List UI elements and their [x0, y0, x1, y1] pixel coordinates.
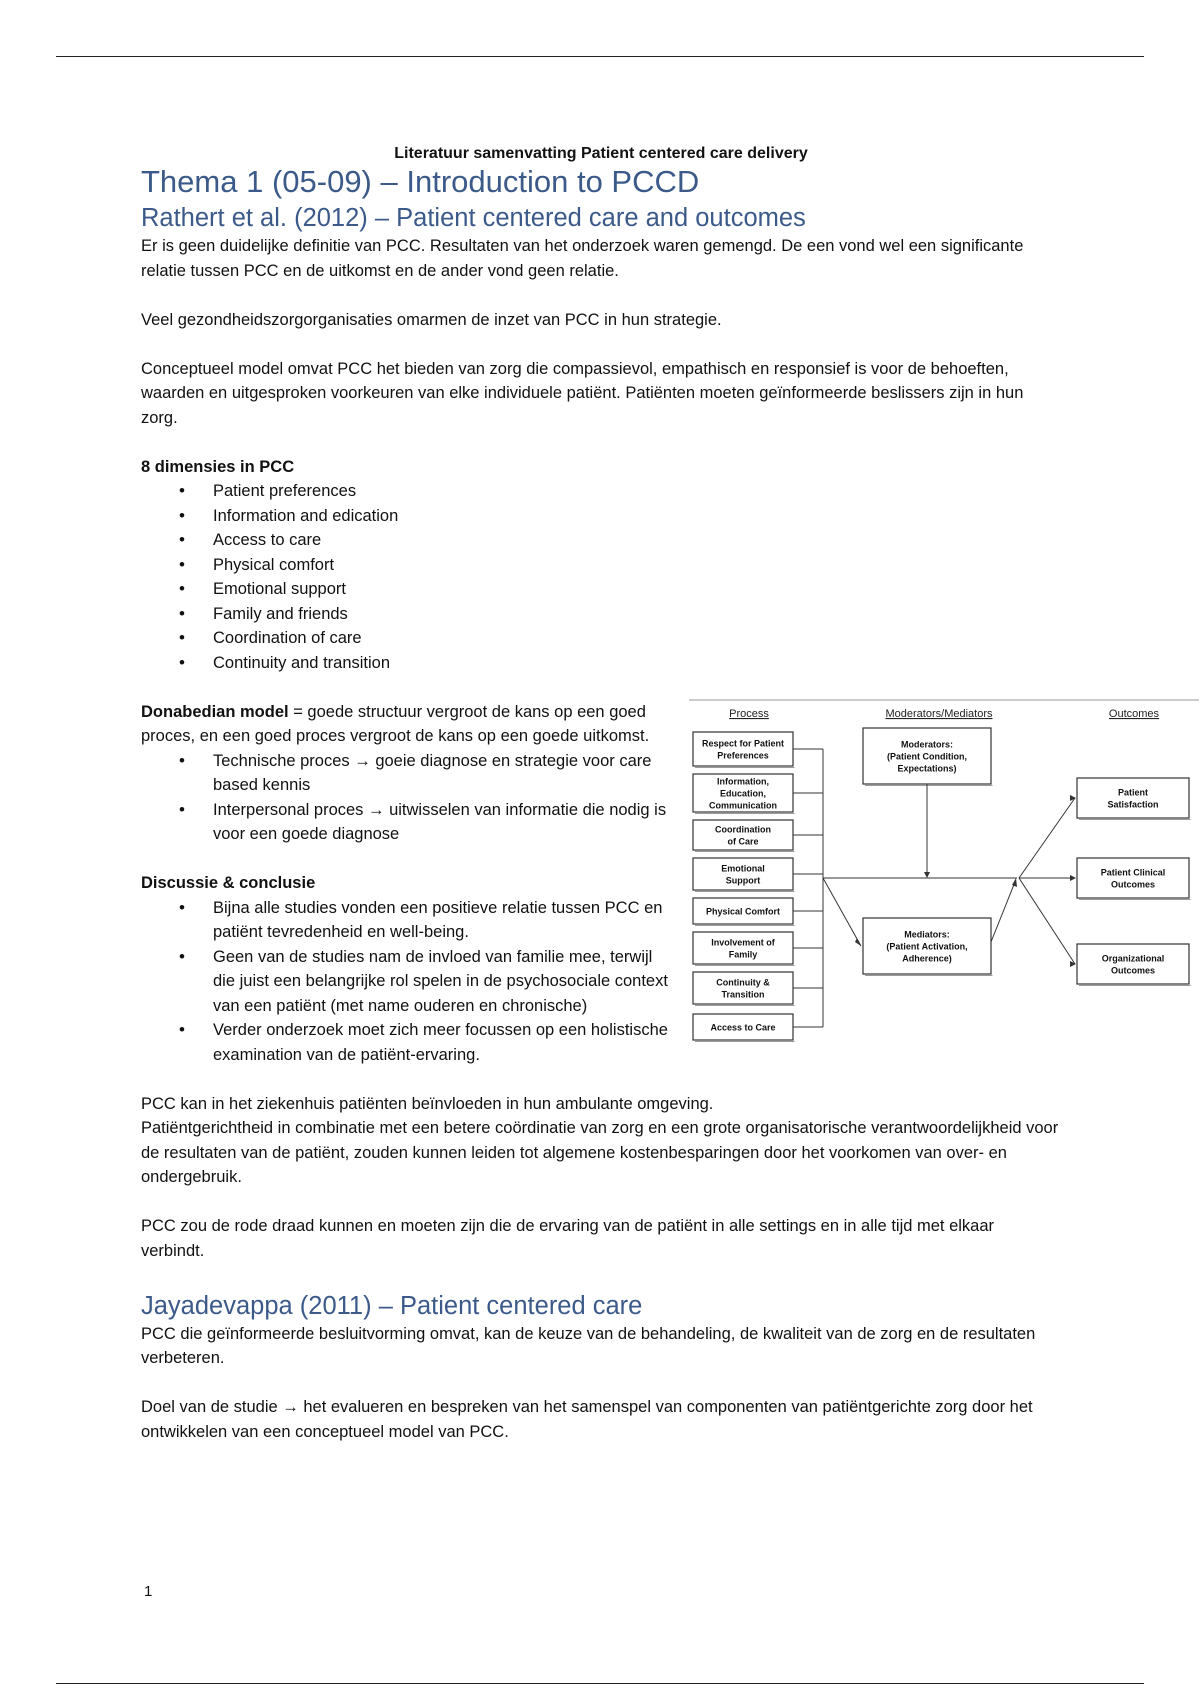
- paragraph: Doel van de studie → het evalueren en bespreken van het samenspel van componenten van patiëntgerichte zorg door het ontwikkelen van een conceptueel model van PCC.: [141, 1398, 1033, 1441]
- diagram-box-label: Organizational: [1101, 953, 1165, 963]
- list-item: • Interpersonal proces → uitwisselen van informatie die nodig is voor een goede diagnose: [213, 798, 671, 847]
- diagram-box-label: Expectations): [897, 763, 957, 773]
- diagram-box-label: Moderators:: [900, 739, 954, 749]
- diagram-col-outcomes: Outcomes: [1108, 707, 1160, 720]
- dimensions-list: [141, 479, 1061, 675]
- outcome-arrow: [1019, 878, 1075, 964]
- diagram-box-label: Respect for Patient: [701, 738, 785, 748]
- mediator-in-line: [823, 878, 861, 946]
- diagram-box-label: Information,: [717, 776, 769, 786]
- paragraph: Er is geen duidelijke definitie van PCC. Resultaten van het onderzoek waren gemengd. De een vond wel een significante relatie tussen PCC en de uitkomst en de ander vond geen relatie.: [141, 237, 1024, 280]
- arrowhead: [1070, 875, 1076, 881]
- diagram-box-label: Patient Clinical: [1100, 867, 1166, 877]
- outcome-box: [1077, 778, 1189, 818]
- paragraph: PCC die geïnformeerde besluitvorming omvat, kan de keuze van de behandeling, de kwaliteit van de zorg en de resultaten verbeteren.: [141, 1324, 1036, 1367]
- diagram-box-label: Continuity &: [716, 977, 770, 987]
- arrowhead: [924, 872, 930, 878]
- diagram-box-label: Adherence): [902, 953, 952, 963]
- list-item: • Physical comfort: [213, 553, 1061, 578]
- diagram-box-label: Emotional: [721, 863, 765, 873]
- list-item: • Patient preferences: [213, 479, 1061, 504]
- diagram-box-label: Involvement of: [711, 937, 775, 947]
- arrowhead: [1012, 878, 1017, 887]
- outcome-box: [1077, 858, 1189, 898]
- paragraph: Patiëntgerichtheid in combinatie met een betere coördinatie van zorg en een grote organisatorische verantwoordelijkheid voor de resultaten van de patiënt, zouden kunnen leiden tot algemene kostenbesparingen door het voorkomen van over- en ondergebruik.: [141, 1119, 1059, 1186]
- diagram-box-label: of Care: [727, 836, 759, 846]
- list-item: • Emotional support: [213, 577, 1061, 602]
- diagram-box-label: Outcomes: [1110, 879, 1156, 889]
- list-item: • Bijna alle studies vonden een positieve relatie tussen PCC en patiënt tevredenheid en well-being.: [213, 896, 671, 945]
- donabedian-term: Donabedian model: [141, 702, 289, 721]
- diagram-box-label: Access to Care: [710, 1022, 776, 1032]
- diagram-box-label: Preferences: [717, 750, 769, 760]
- footer-rule: [56, 1683, 1144, 1684]
- diagram-box-label: Satisfaction: [1107, 799, 1159, 809]
- heading-jayadevappa: Jayadevappa (2011) – Patient centered care: [141, 1291, 643, 1320]
- heading-rathert: Rathert et al. (2012) – Patient centered care and outcomes: [141, 204, 806, 232]
- diagram-col-process: Process: [729, 707, 769, 720]
- outcome-arrow: [1019, 798, 1075, 878]
- diagram-box-label: Mediators:: [904, 929, 950, 939]
- diagram-box-label: Education,: [719, 788, 767, 798]
- donabedian-list: [141, 749, 671, 847]
- donabedian-paragraph: [141, 700, 671, 749]
- paragraph: PCC kan in het ziekenhuis patiënten beïnvloeden in hun ambulante omgeving.: [141, 1094, 714, 1113]
- dimensions-title: 8 dimensies in PCC: [141, 457, 295, 476]
- list-item: • Access to care: [213, 528, 1061, 553]
- list-item: • Information and edication: [213, 504, 1061, 529]
- page-number: 1: [144, 1583, 153, 1600]
- paragraph: Veel gezondheidszorgorganisaties omarmen de inzet van PCC in hun strategie.: [141, 310, 722, 329]
- list-item: • Family and friends: [213, 602, 1061, 627]
- process-box: [693, 732, 793, 766]
- diagram-box-label: Support: [725, 875, 761, 885]
- list-item: • Technische proces → goeie diagnose en strategie voor care based kennis: [213, 749, 671, 798]
- arrowhead: [1070, 961, 1076, 967]
- diagram-box-label: Transition: [721, 989, 765, 999]
- diagram-box-label: Family: [728, 949, 758, 959]
- mediator-out-line: [991, 882, 1015, 942]
- discussion-list: [141, 896, 671, 1068]
- diagram-box-label: Communication: [708, 800, 778, 810]
- diagram-box-label: (Patient Activation,: [886, 941, 968, 951]
- donabedian-section: [141, 700, 1166, 1068]
- list-item: • Verder onderzoek moet zich meer focussen op een holistische examination van de patiënt-ervaring.: [213, 1018, 671, 1067]
- header-rule: [56, 56, 1144, 57]
- document-title: Literatuur samenvatting Patient centered care delivery: [394, 145, 808, 162]
- diagram-col-moderators: Moderators/Mediators: [885, 707, 993, 720]
- pcc-conceptual-model-diagram: [689, 692, 1199, 1092]
- diagram-box-label: Outcomes: [1110, 965, 1156, 975]
- donabedian-definition: = goede structuur vergroot de kans op een goed proces, en een goed proces vergroot de kans op een goede uitkomst.: [141, 702, 650, 745]
- outcome-box: [1077, 944, 1189, 984]
- paragraph: Conceptueel model omvat PCC het bieden van zorg die compassievol, empathisch en responsief is voor de behoeften, waarden en uitgesproken voorkeuren van elke individuele patiënt. Patiënten moeten geïnformeerde beslissers zijn in hun zorg.: [141, 359, 1024, 427]
- heading-thema-1: Thema 1 (05-09) – Introduction to PCCD: [141, 164, 700, 199]
- document-page: [141, 140, 1166, 1444]
- arrowhead: [855, 938, 861, 946]
- diagram-box-label: Coordination: [715, 824, 771, 834]
- diagram-box-label: Physical Comfort: [705, 906, 781, 916]
- diagram-box-label: (Patient Condition,: [887, 751, 967, 761]
- list-item: • Geen van de studies nam de invloed van familie mee, terwijl die juist een belangrijke rol spelen in de psychosociale context van een patiënt (met name ouderen en chronische): [213, 945, 671, 1019]
- paragraph: PCC zou de rode draad kunnen en moeten zijn die de ervaring van de patiënt in alle settings en in alle tijd met elkaar verbindt.: [141, 1217, 995, 1260]
- list-item: • Continuity and transition: [213, 651, 1061, 676]
- diagram-box-label: Patient: [1117, 787, 1149, 797]
- list-item: • Coordination of care: [213, 626, 1061, 651]
- discussion-title: Discussie & conclusie: [141, 874, 316, 892]
